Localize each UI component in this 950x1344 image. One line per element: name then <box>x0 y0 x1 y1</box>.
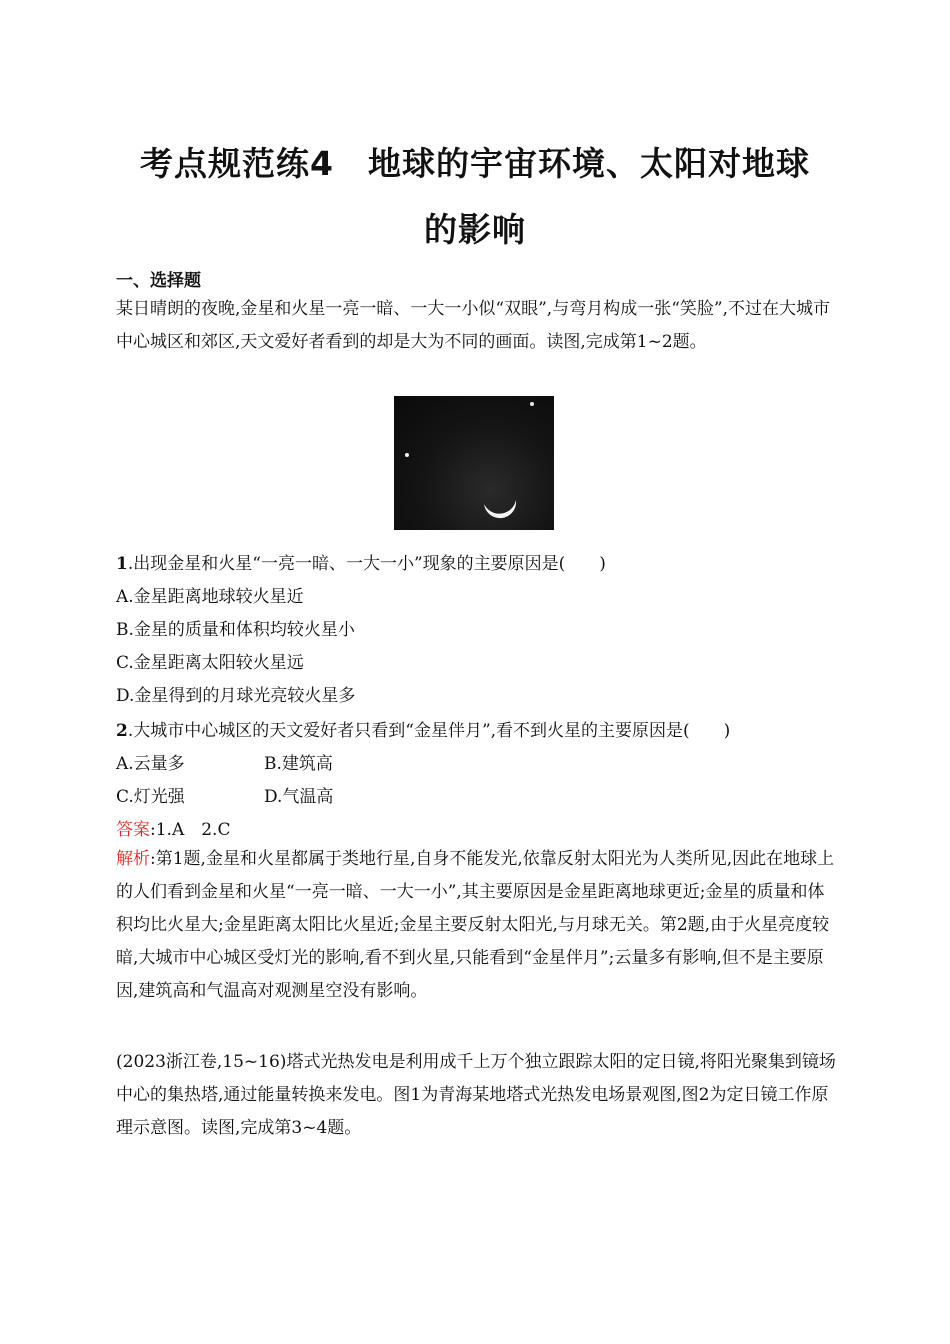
answer-text: :1.A 2.C <box>150 820 231 840</box>
question-number: 1 <box>116 554 128 574</box>
mars-dot <box>530 402 534 406</box>
question-text: .出现金星和火星“一亮一暗、一大一小”现象的主要原因是( ) <box>127 554 606 574</box>
page-title-line1: 考点规范练4 地球的宇宙环境、太阳对地球 <box>140 144 810 183</box>
analysis-paragraph <box>116 843 836 1008</box>
q2-option-c: C.灯光强 <box>116 787 185 807</box>
venus-dot <box>405 453 409 457</box>
q1-option-a: A.金星距离地球较火星近 <box>116 587 304 607</box>
question-text: .大城市中心城区的天文爱好者只看到“金星伴月”,看不到火星的主要原因是( ) <box>127 721 731 741</box>
q2-option-a: A.云量多 <box>116 754 185 774</box>
q1-option-d: D.金星得到的月球光亮较火星多 <box>116 686 356 706</box>
q1-option-c: C.金星距离太阳较火星远 <box>116 653 304 673</box>
q2-option-d: D.气温高 <box>264 787 334 807</box>
crescent-moon <box>484 500 516 518</box>
analysis-text: :第1题,金星和火星都属于类地行星,自身不能发光,依靠反射太阳光为人类所见,因此在地球上的人们看到金星和火星“一亮一暗、一大一小”,其主要原因是金星距离地球更近;金星的质量和体积均比火星大;金星距离太阳比火星近;金星主要反射太阳光,与月球无关。第2题,由于火星亮度较暗,大城市中心城区受灯光的影响,看不到火星,只能看到“金星伴月”;云量多有影响,但不是主要原因,建筑高和气温高对观测星空没有影响。 <box>116 849 835 1001</box>
q1-option-b: B.金星的质量和体积均较火星小 <box>116 620 355 640</box>
night-sky-photo <box>394 396 554 530</box>
crescent-moon-image <box>394 396 554 530</box>
question-number: 2 <box>116 721 128 741</box>
question-1 <box>116 549 606 574</box>
q2-option-b: B.建筑高 <box>264 754 333 774</box>
intro-paragraph-2: (2023浙江卷,15~16)塔式光热发电是利用成千上万个独立跟踪太阳的定日镜,将阳光聚集到镜场中心的集热塔,通过能量转换来发电。图1为青海某地塔式光热发电场景观图,图2为定日镜工作原理示意图。读图,完成第3~4题。 <box>116 1052 836 1138</box>
page-title-line2: 的影响 <box>424 210 526 249</box>
question-2 <box>116 716 730 741</box>
answer-line <box>116 815 230 840</box>
answer-label: 答案 <box>116 820 150 840</box>
section-heading: 一、选择题 <box>116 271 201 291</box>
intro-paragraph-1: 某日晴朗的夜晚,金星和火星一亮一暗、一大一小似“双眼”,与弯月构成一张“笑脸”,不过在大城市中心城区和郊区,天文爱好者看到的却是大为不同的画面。读图,完成第1~2题。 <box>116 299 830 352</box>
analysis-label: 解析 <box>116 849 150 869</box>
